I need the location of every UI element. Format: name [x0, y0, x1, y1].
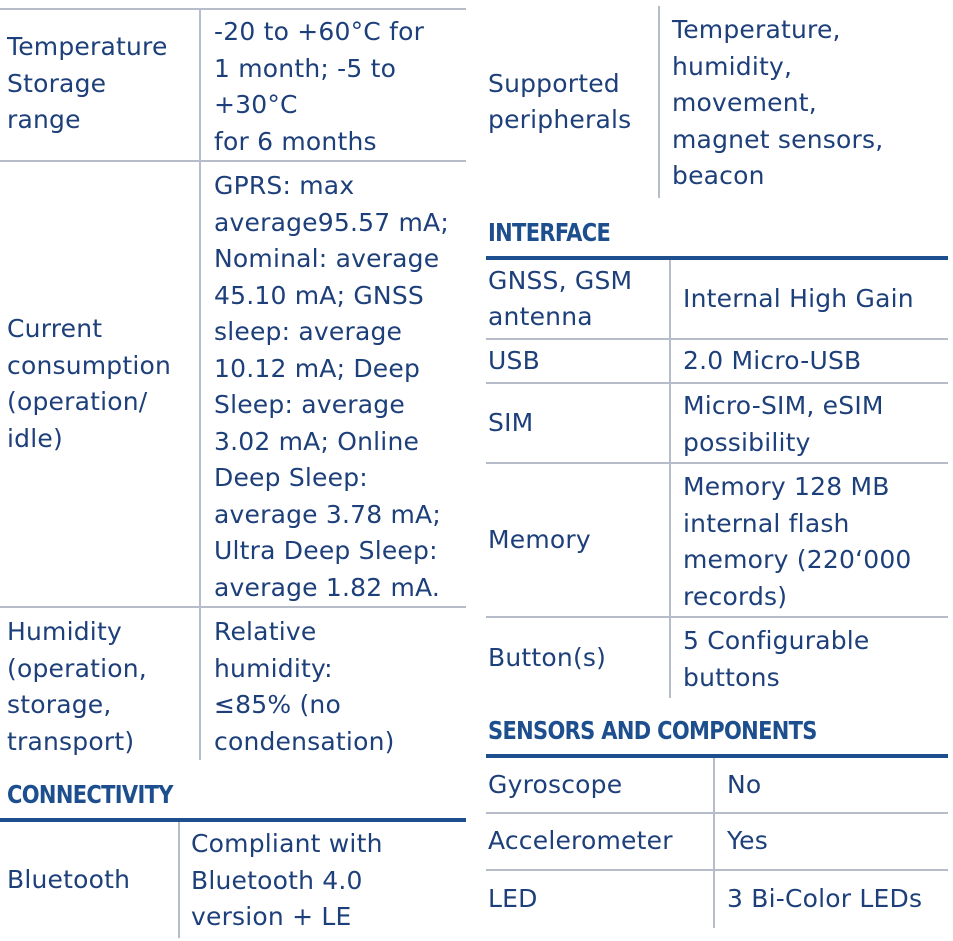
buttons-label: Button(s): [488, 642, 607, 672]
bluetooth-value: Compliant with Bluetooth 4.0 version + LE: [191, 829, 383, 931]
storage-temperature-value: -20 to +60°C for 1 month; -5 to +30°C for 6 months: [214, 17, 425, 156]
column-divider: [713, 758, 715, 928]
column-divider: [658, 6, 660, 198]
gyroscope-value: No: [727, 769, 762, 799]
usb-label: USB: [488, 345, 540, 375]
humidity-value: Relative humidity: ≤85% (no condensation): [214, 617, 395, 756]
antenna-label: GNSS, GSM antenna: [488, 265, 633, 331]
row-divider: [0, 606, 466, 608]
storage-temperature-label: Temperature Storage range: [7, 32, 168, 135]
antenna-value: Internal High Gain: [683, 283, 914, 313]
humidity-label: Humidity (operation, storage, transport): [7, 617, 147, 756]
led-value: 3 Bi-Color LEDs: [727, 884, 923, 914]
connectivity-heading: CONNECTIVITY: [7, 780, 173, 809]
interface-heading: INTERFACE: [488, 218, 611, 247]
led-label: LED: [488, 884, 538, 914]
bluetooth-label: Bluetooth: [7, 864, 131, 894]
column-divider: [669, 260, 671, 698]
accelerometer-value: Yes: [727, 826, 768, 856]
buttons-value: 5 Configurable buttons: [683, 626, 870, 692]
supported-peripherals-label: Supported peripherals: [488, 68, 632, 134]
supported-peripherals-value: Temperature, humidity, movement, magnet sensors, beacon: [672, 15, 884, 190]
sim-value: Micro-SIM, eSIM possibility: [683, 391, 884, 457]
sim-label: SIM: [488, 407, 534, 437]
usb-value: 2.0 Micro-USB: [683, 345, 862, 375]
current-consumption-label: Current consumption (operation/ idle): [7, 314, 172, 453]
sensors-heading: SENSORS AND COMPONENTS: [488, 716, 817, 745]
column-divider: [178, 822, 180, 938]
memory-label: Memory: [488, 524, 591, 554]
column-divider: [199, 608, 201, 760]
column-divider: [199, 162, 201, 606]
memory-value: Memory 128 MB internal flash memory (220‘000 records): [683, 472, 912, 611]
gyroscope-label: Gyroscope: [488, 769, 623, 799]
current-consumption-value: GPRS: max average95.57 mA; Nominal: average 45.10 mA; GNSS sleep: average 10.12 mA; Deep Sleep: average 3.02 mA; Online Deep Sleep: average 3.78 mA; Ultra Deep Sleep: average 1.82 mA.: [214, 171, 449, 602]
column-divider: [199, 8, 201, 160]
accelerometer-label: Accelerometer: [488, 826, 673, 856]
